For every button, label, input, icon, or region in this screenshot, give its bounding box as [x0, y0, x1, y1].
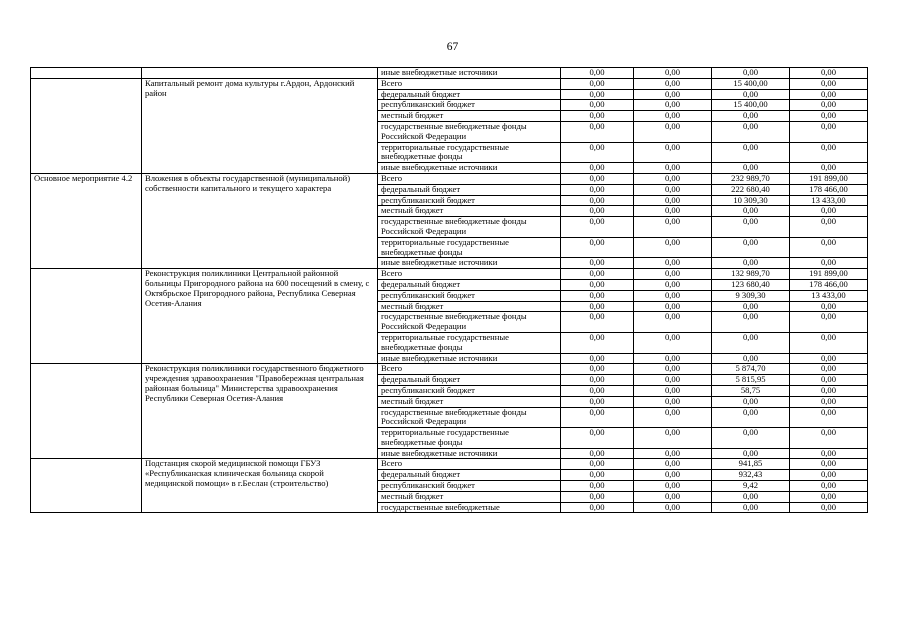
value-cell: 0,00: [634, 301, 712, 312]
value-cell: 0,00: [790, 217, 868, 238]
value-cell: 0,00: [561, 78, 634, 89]
value-cell: 0,00: [790, 428, 868, 449]
source-cell: иные внебюджетные источники: [378, 258, 561, 269]
value-cell: 178 466,00: [790, 184, 868, 195]
value-cell: 0,00: [790, 364, 868, 375]
value-cell: 0,00: [561, 353, 634, 364]
value-cell: 0,00: [561, 502, 634, 513]
source-cell: территориальные государственные внебюджетные фонды: [378, 332, 561, 353]
value-cell: 0,00: [634, 269, 712, 280]
source-cell: местный бюджет: [378, 396, 561, 407]
value-cell: 0,00: [712, 68, 790, 79]
table-row: [31, 459, 868, 470]
value-cell: 0,00: [634, 195, 712, 206]
value-cell: 0,00: [634, 206, 712, 217]
value-cell: 0,00: [634, 121, 712, 142]
value-cell: 0,00: [561, 237, 634, 258]
value-cell: 0,00: [561, 312, 634, 333]
value-cell: 0,00: [634, 385, 712, 396]
value-cell: 0,00: [790, 407, 868, 428]
value-cell: 0,00: [561, 206, 634, 217]
value-cell: 0,00: [634, 163, 712, 174]
value-cell: 0,00: [561, 428, 634, 449]
value-cell: 10 309,30: [712, 195, 790, 206]
value-cell: 0,00: [561, 364, 634, 375]
source-cell: государственные внебюджетные фонды Российской Федерации: [378, 217, 561, 238]
value-cell: 932,43: [712, 470, 790, 481]
value-cell: 0,00: [561, 459, 634, 470]
value-cell: 0,00: [561, 481, 634, 492]
value-cell: 0,00: [790, 163, 868, 174]
value-cell: 0,00: [790, 459, 868, 470]
value-cell: 0,00: [712, 111, 790, 122]
value-cell: 0,00: [561, 184, 634, 195]
value-cell: 0,00: [634, 428, 712, 449]
category-cell: [31, 364, 142, 459]
value-cell: 0,00: [561, 258, 634, 269]
table-row: [31, 68, 868, 79]
table-row: [31, 269, 868, 280]
source-cell: местный бюджет: [378, 111, 561, 122]
value-cell: 0,00: [561, 142, 634, 163]
value-cell: 0,00: [634, 68, 712, 79]
budget-table-body: [31, 68, 868, 513]
value-cell: 0,00: [712, 448, 790, 459]
value-cell: 0,00: [634, 353, 712, 364]
value-cell: 0,00: [561, 89, 634, 100]
value-cell: 0,00: [634, 481, 712, 492]
source-cell: республиканский бюджет: [378, 100, 561, 111]
value-cell: 0,00: [790, 258, 868, 269]
category-cell: Основное мероприятие 4.2: [31, 173, 142, 268]
source-cell: территориальные государственные внебюджетные фонды: [378, 142, 561, 163]
source-cell: местный бюджет: [378, 301, 561, 312]
value-cell: 0,00: [634, 279, 712, 290]
value-cell: 0,00: [712, 206, 790, 217]
source-cell: государственные внебюджетные фонды Российской Федерации: [378, 312, 561, 333]
value-cell: 0,00: [561, 279, 634, 290]
value-cell: 0,00: [712, 312, 790, 333]
value-cell: 0,00: [561, 491, 634, 502]
value-cell: 132 989,70: [712, 269, 790, 280]
value-cell: 0,00: [561, 217, 634, 238]
value-cell: 0,00: [634, 375, 712, 386]
value-cell: 123 680,40: [712, 279, 790, 290]
value-cell: 0,00: [561, 163, 634, 174]
value-cell: 0,00: [712, 407, 790, 428]
value-cell: 0,00: [712, 353, 790, 364]
source-cell: республиканский бюджет: [378, 290, 561, 301]
source-cell: государственные внебюджетные фонды Российской Федерации: [378, 407, 561, 428]
value-cell: 0,00: [712, 142, 790, 163]
value-cell: 0,00: [561, 396, 634, 407]
value-cell: 0,00: [634, 396, 712, 407]
value-cell: 0,00: [634, 184, 712, 195]
value-cell: 0,00: [712, 332, 790, 353]
value-cell: 0,00: [634, 312, 712, 333]
value-cell: 0,00: [790, 332, 868, 353]
value-cell: 0,00: [634, 491, 712, 502]
value-cell: 0,00: [634, 100, 712, 111]
value-cell: 0,00: [712, 502, 790, 513]
source-cell: государственные внебюджетные: [378, 502, 561, 513]
value-cell: 0,00: [561, 100, 634, 111]
value-cell: 0,00: [561, 375, 634, 386]
value-cell: 0,00: [712, 121, 790, 142]
value-cell: 0,00: [790, 237, 868, 258]
category-cell: [31, 78, 142, 173]
source-cell: иные внебюджетные источники: [378, 163, 561, 174]
value-cell: 0,00: [634, 407, 712, 428]
value-cell: 0,00: [561, 121, 634, 142]
value-cell: 0,00: [790, 353, 868, 364]
value-cell: 0,00: [634, 459, 712, 470]
source-cell: местный бюджет: [378, 491, 561, 502]
source-cell: республиканский бюджет: [378, 195, 561, 206]
value-cell: 0,00: [634, 470, 712, 481]
table-row: [31, 173, 868, 184]
value-cell: 0,00: [561, 195, 634, 206]
description-cell: Подстанция скорой медицинской помощи ГБУЗ «Республиканская клиническая больница скорой медицинской помощи» в г.Беслан (строительство): [142, 459, 378, 513]
value-cell: 0,00: [790, 385, 868, 396]
value-cell: 0,00: [712, 396, 790, 407]
page-number: 67: [446, 41, 459, 53]
source-cell: республиканский бюджет: [378, 385, 561, 396]
value-cell: 0,00: [561, 173, 634, 184]
value-cell: 0,00: [634, 142, 712, 163]
value-cell: 0,00: [561, 269, 634, 280]
source-cell: иные внебюджетные источники: [378, 68, 561, 79]
value-cell: 0,00: [561, 68, 634, 79]
value-cell: 0,00: [712, 301, 790, 312]
value-cell: 0,00: [634, 290, 712, 301]
category-cell: [31, 459, 142, 513]
value-cell: 0,00: [712, 428, 790, 449]
value-cell: 5 874,70: [712, 364, 790, 375]
source-cell: федеральный бюджет: [378, 184, 561, 195]
source-cell: Всего: [378, 269, 561, 280]
value-cell: 0,00: [561, 407, 634, 428]
table-row: [31, 78, 868, 89]
source-cell: федеральный бюджет: [378, 279, 561, 290]
source-cell: республиканский бюджет: [378, 481, 561, 492]
value-cell: 0,00: [790, 142, 868, 163]
value-cell: 191 899,00: [790, 173, 868, 184]
value-cell: 191 899,00: [790, 269, 868, 280]
value-cell: 0,00: [634, 332, 712, 353]
source-cell: Всего: [378, 173, 561, 184]
source-cell: Всего: [378, 78, 561, 89]
value-cell: 0,00: [712, 163, 790, 174]
source-cell: местный бюджет: [378, 206, 561, 217]
value-cell: 9,42: [712, 481, 790, 492]
value-cell: 0,00: [561, 332, 634, 353]
category-cell: [31, 269, 142, 364]
value-cell: 0,00: [790, 491, 868, 502]
value-cell: 0,00: [790, 375, 868, 386]
value-cell: 15 400,00: [712, 100, 790, 111]
value-cell: 0,00: [634, 502, 712, 513]
table-row: [31, 364, 868, 375]
source-cell: иные внебюджетные источники: [378, 448, 561, 459]
value-cell: 0,00: [712, 237, 790, 258]
value-cell: 0,00: [790, 68, 868, 79]
value-cell: 0,00: [561, 385, 634, 396]
value-cell: 0,00: [790, 470, 868, 481]
source-cell: федеральный бюджет: [378, 89, 561, 100]
source-cell: иные внебюджетные источники: [378, 353, 561, 364]
value-cell: 15 400,00: [712, 78, 790, 89]
source-cell: федеральный бюджет: [378, 470, 561, 481]
value-cell: 58,75: [712, 385, 790, 396]
value-cell: 0,00: [790, 502, 868, 513]
source-cell: Всего: [378, 364, 561, 375]
value-cell: 9 309,30: [712, 290, 790, 301]
value-cell: 0,00: [790, 206, 868, 217]
value-cell: 178 466,00: [790, 279, 868, 290]
category-cell: [31, 68, 142, 79]
value-cell: 0,00: [634, 89, 712, 100]
source-cell: Всего: [378, 459, 561, 470]
source-cell: государственные внебюджетные фонды Российской Федерации: [378, 121, 561, 142]
source-cell: федеральный бюджет: [378, 375, 561, 386]
value-cell: 0,00: [790, 301, 868, 312]
value-cell: 232 989,70: [712, 173, 790, 184]
value-cell: 0,00: [790, 100, 868, 111]
value-cell: 0,00: [712, 89, 790, 100]
value-cell: 13 433,00: [790, 290, 868, 301]
value-cell: 0,00: [712, 217, 790, 238]
value-cell: 0,00: [634, 364, 712, 375]
source-cell: территориальные государственные внебюджетные фонды: [378, 428, 561, 449]
value-cell: 0,00: [790, 312, 868, 333]
value-cell: 0,00: [561, 290, 634, 301]
value-cell: 0,00: [790, 89, 868, 100]
description-cell: Реконструкция поликлиники государственного бюджетного учреждения здравоохранения "Правобережная центральная районная больница" Министерства здравоохранения Республики Северная Осетия-Алания: [142, 364, 378, 459]
value-cell: 5 815,95: [712, 375, 790, 386]
value-cell: 941,85: [712, 459, 790, 470]
value-cell: 0,00: [790, 78, 868, 89]
description-cell: [142, 68, 378, 79]
value-cell: 0,00: [712, 491, 790, 502]
value-cell: 0,00: [790, 111, 868, 122]
value-cell: 0,00: [712, 258, 790, 269]
value-cell: 0,00: [634, 448, 712, 459]
source-cell: территориальные государственные внебюджетные фонды: [378, 237, 561, 258]
value-cell: 0,00: [790, 448, 868, 459]
value-cell: 0,00: [561, 470, 634, 481]
value-cell: 13 433,00: [790, 195, 868, 206]
value-cell: 0,00: [634, 78, 712, 89]
value-cell: 0,00: [790, 396, 868, 407]
description-cell: Реконструкция поликлиники Центральной районной больницы Пригородного района на 600 посещений в смену, с Октябрьское Пригородного района, Республика Северная Осетия-Алания: [142, 269, 378, 364]
value-cell: 0,00: [634, 217, 712, 238]
description-cell: Вложения в объекты государственной (муниципальной) собственности капитального и текущего характера: [142, 173, 378, 268]
value-cell: 222 680,40: [712, 184, 790, 195]
value-cell: 0,00: [634, 258, 712, 269]
budget-table: [30, 67, 868, 513]
value-cell: 0,00: [634, 111, 712, 122]
value-cell: 0,00: [634, 173, 712, 184]
description-cell: Капитальный ремонт дома культуры г.Ардон, Ардонский район: [142, 78, 378, 173]
value-cell: 0,00: [561, 111, 634, 122]
value-cell: 0,00: [790, 481, 868, 492]
value-cell: 0,00: [790, 121, 868, 142]
value-cell: 0,00: [561, 448, 634, 459]
value-cell: 0,00: [561, 301, 634, 312]
value-cell: 0,00: [634, 237, 712, 258]
